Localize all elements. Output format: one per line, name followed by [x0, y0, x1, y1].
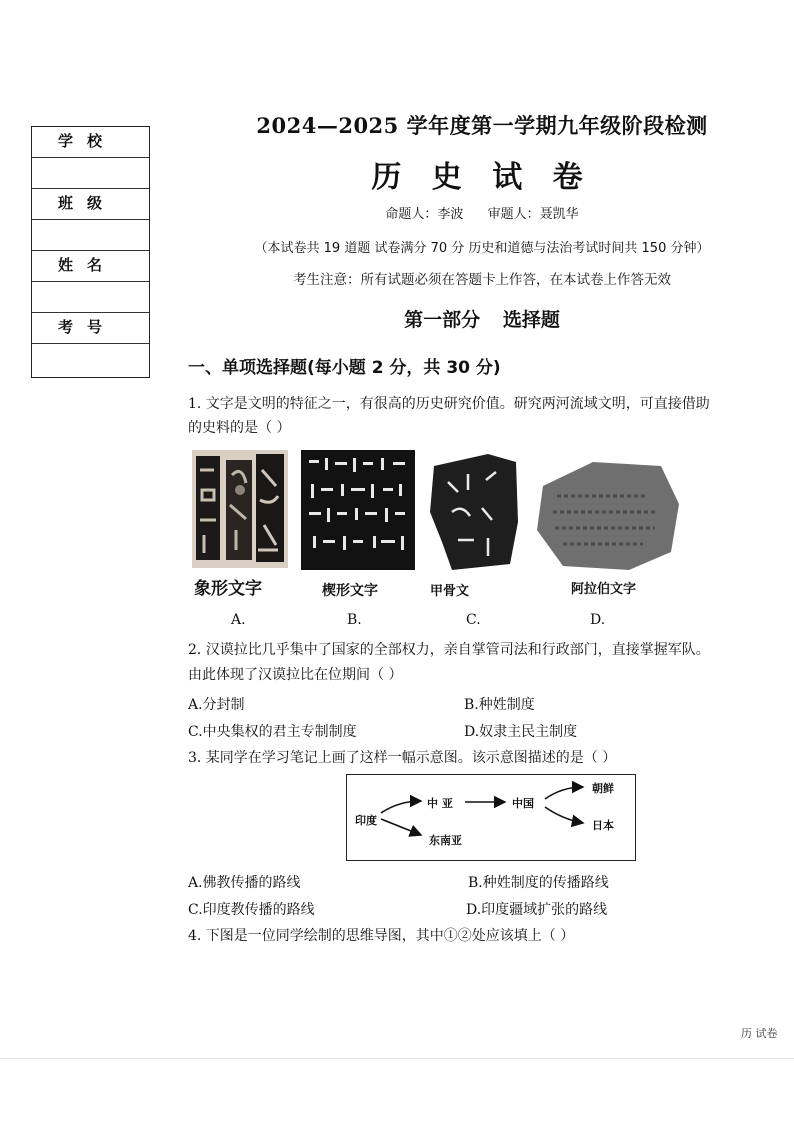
- node-southeast-asia: 东南亚: [429, 834, 462, 847]
- class-label: 班级: [32, 189, 149, 220]
- q1-stem-line2: 的史料的是（ ）: [188, 420, 291, 436]
- node-china: 中国: [512, 797, 534, 810]
- authors-line: [170, 203, 794, 222]
- q3-option-c: C.印度教传播的路线: [188, 902, 315, 918]
- q2-option-a: A.分封制: [188, 697, 245, 713]
- q1-letter-a: A.: [231, 612, 246, 628]
- arabic-tablet-image: [533, 456, 683, 574]
- exam-notice: 考生注意：所有试题必须在答题卡上作答，在本试卷上作答无效: [293, 272, 671, 288]
- setter: 命题人：李波: [385, 207, 464, 222]
- part-heading: [170, 305, 794, 332]
- exam-title: 历 史 试 卷: [371, 160, 593, 195]
- part-type: 选择题: [502, 309, 560, 331]
- q3-option-a: A.佛教传播的路线: [188, 875, 301, 891]
- q2-option-c: C.中央集权的君主专制制度: [188, 724, 357, 740]
- q1-letter-c: C.: [466, 612, 481, 628]
- caption-arabic: 阿拉伯文字: [571, 582, 637, 597]
- id-label: 考号: [32, 313, 149, 344]
- q2-option-b: B.种姓制度: [464, 697, 535, 713]
- school-label: 学校: [32, 127, 149, 158]
- node-india: 印度: [355, 814, 377, 827]
- spread-diagram: [346, 774, 636, 861]
- caption-cuneiform: 楔形文字: [322, 583, 378, 599]
- page-bottom-edge: [0, 1058, 794, 1059]
- caption-oracle-bone: 甲骨文: [430, 584, 470, 599]
- class-field: [32, 220, 149, 251]
- q3-option-b: B.种姓制度的传播路线: [468, 875, 609, 891]
- node-korea: 朝鲜: [592, 782, 614, 795]
- q1-letter-b: B.: [347, 612, 362, 628]
- part-name: 第一部分: [404, 309, 481, 331]
- q2-stem-line1: 2. 汉谟拉比几乎集中了国家的全部权力，亲自掌管司法和行政部门，直接掌握军队。: [188, 642, 710, 658]
- name-field: [32, 282, 149, 313]
- page-mark: 历 试卷: [741, 1027, 778, 1040]
- q2-option-d: D.奴隶主民主制度: [464, 724, 578, 740]
- exam-info: （本试卷共 19 道题 试卷满分 70 分 历史和道德与法治考试时间共 150 分钟）: [254, 241, 710, 256]
- reviewer: 审题人：聂凯华: [487, 207, 579, 222]
- school-field: [32, 158, 149, 189]
- q1-stem-line1: 1. 文字是文明的特征之一，有很高的历史研究价值。研究两河流域文明，可直接借助: [188, 396, 710, 412]
- pictograph-image: [192, 450, 288, 568]
- q1-letter-d: D.: [590, 612, 606, 628]
- q4-stem: 4. 下图是一位同学绘制的思维导图，其中①②处应该填上（ ）: [188, 928, 575, 944]
- cuneiform-image: [301, 450, 415, 570]
- oracle-bone-image: [428, 452, 522, 572]
- id-field: [32, 344, 149, 375]
- node-japan: 日本: [592, 819, 614, 832]
- exam-header: 2024—2025 学年度第一学期九年级阶段检测: [256, 113, 708, 138]
- caption-pictograph: 象形文字: [194, 579, 262, 599]
- section-heading: 一、单项选择题(每小题 2 分，共 30 分): [188, 358, 501, 378]
- node-central-asia: 中 亚: [427, 797, 453, 810]
- name-label: 姓名: [32, 251, 149, 282]
- q3-stem: 3. 某同学在学习笔记上画了这样一幅示意图。该示意图描述的是（ ）: [188, 750, 617, 766]
- q2-stem-line2: 由此体现了汉谟拉比在位期间（ ）: [188, 667, 403, 683]
- q3-option-d: D.印度疆域扩张的路线: [466, 902, 608, 918]
- student-info-box: [31, 126, 150, 378]
